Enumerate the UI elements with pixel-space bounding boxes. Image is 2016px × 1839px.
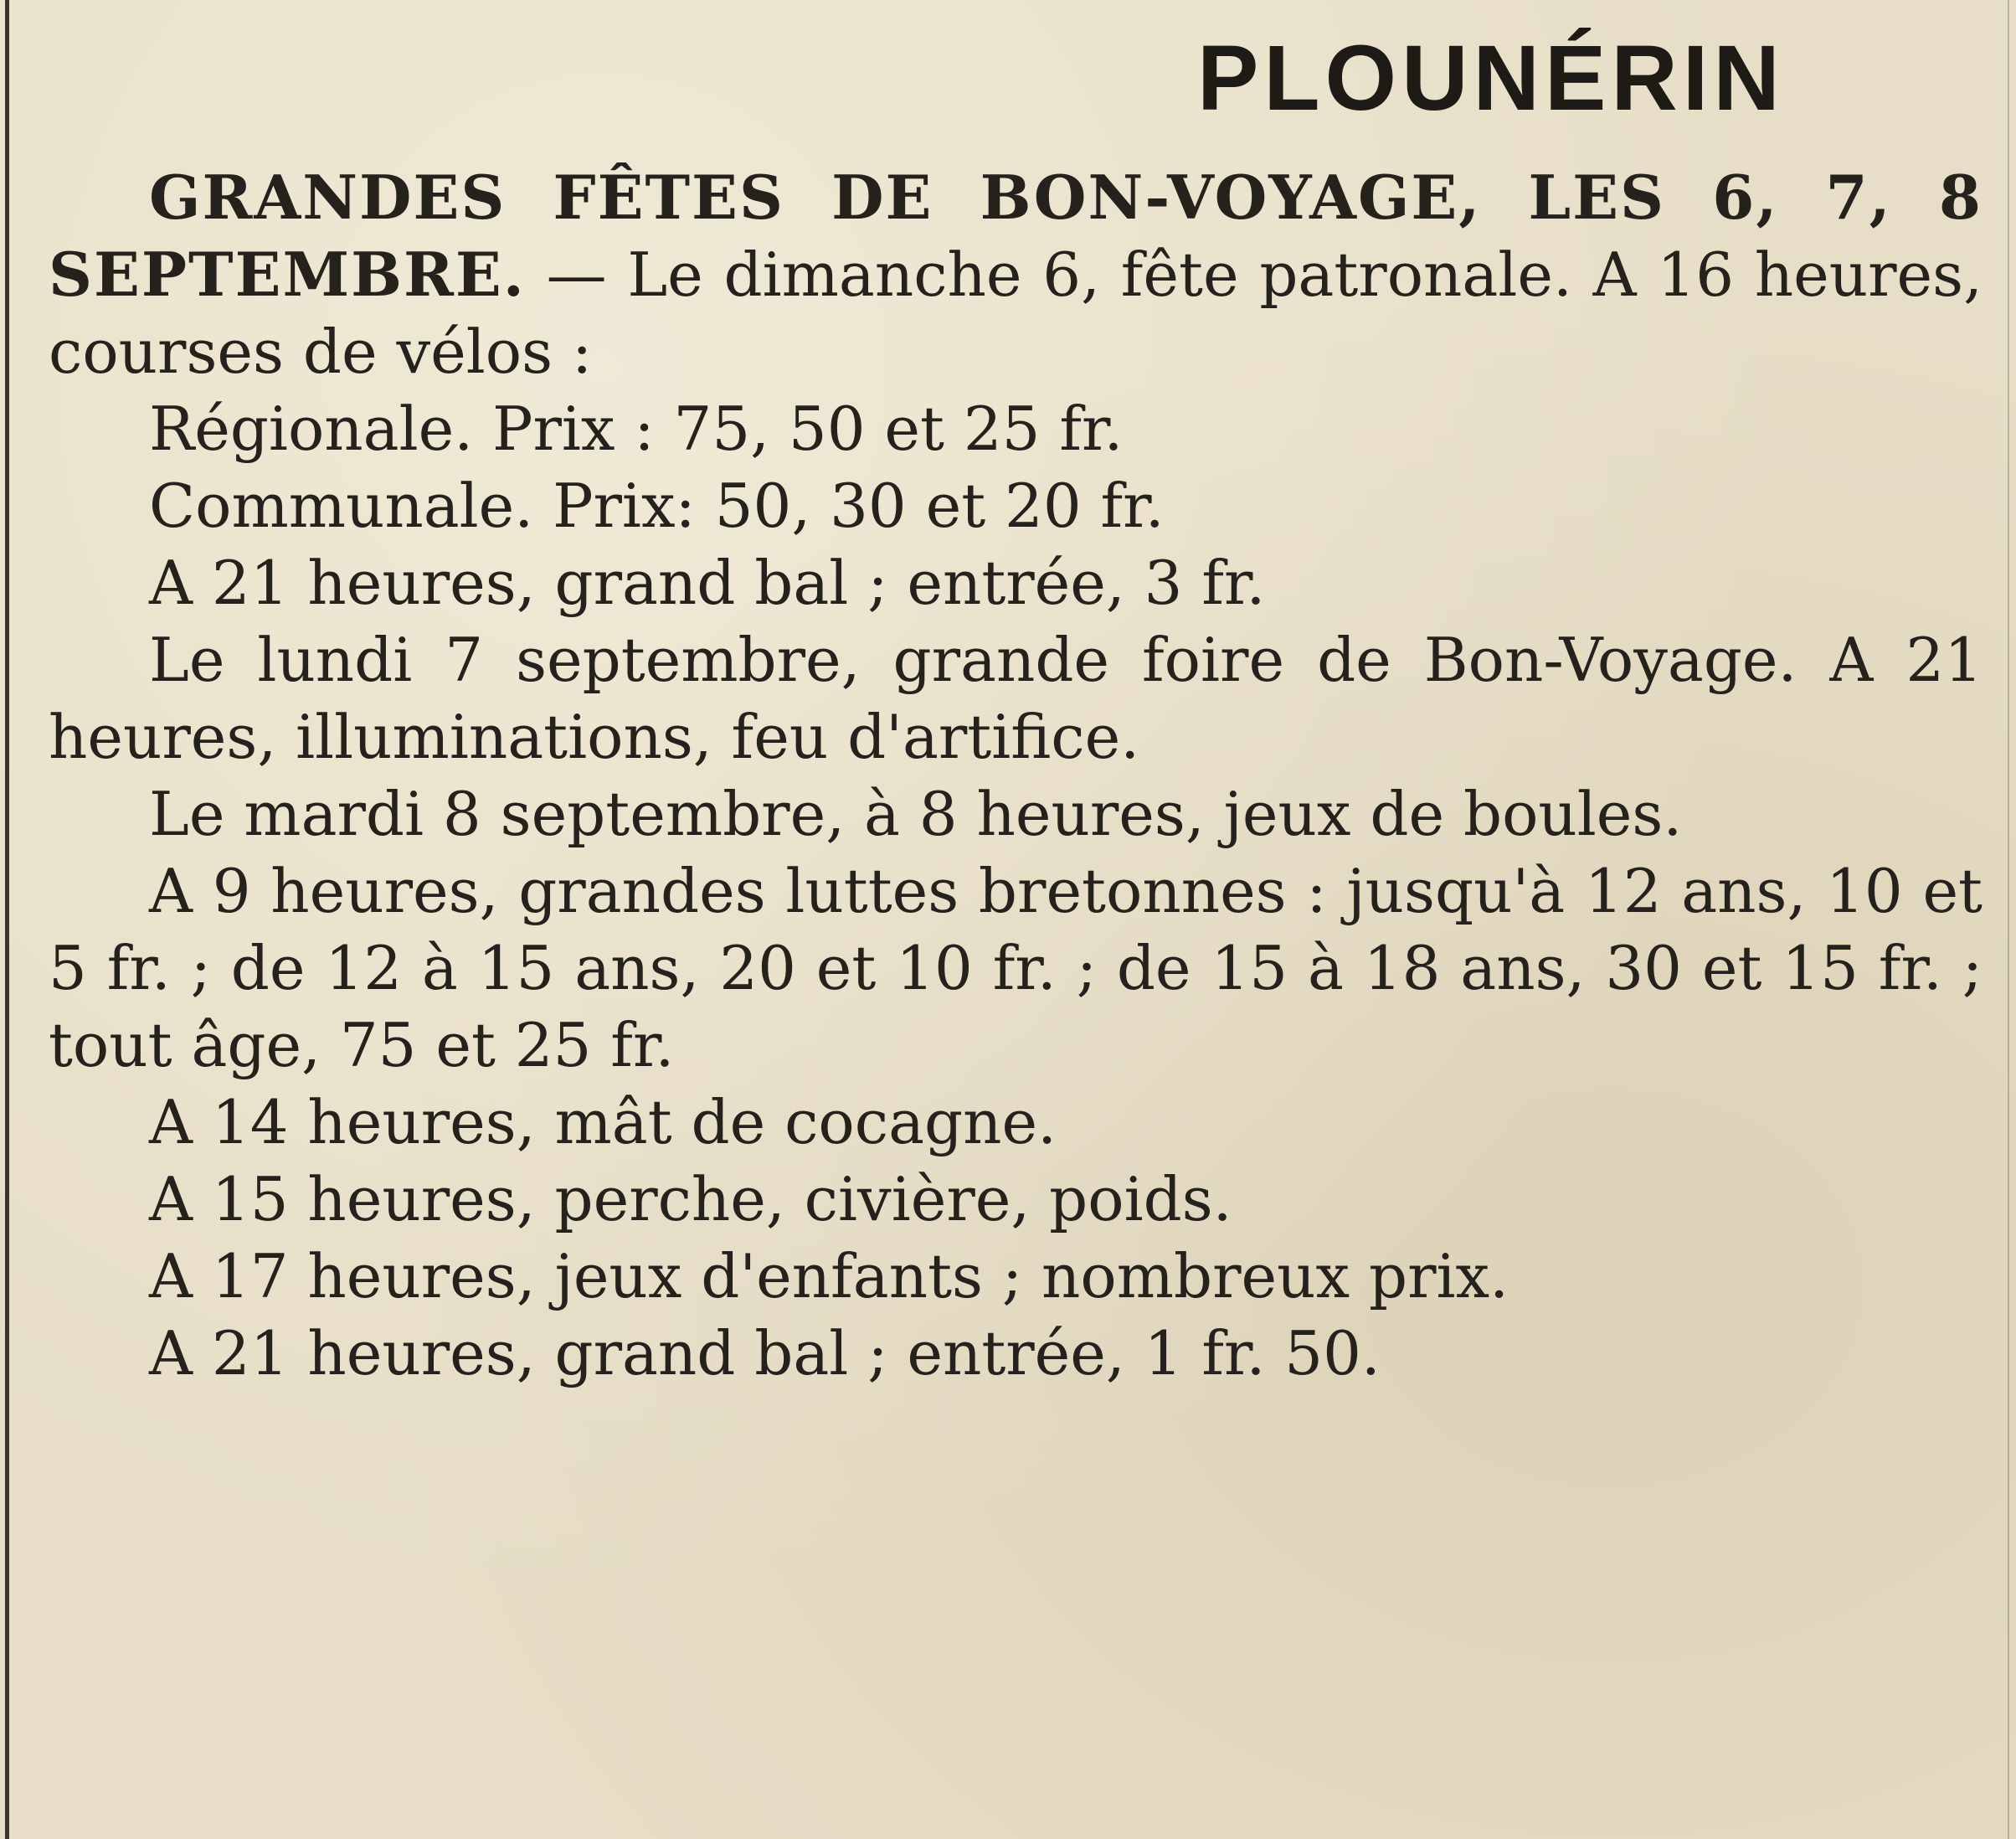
bal-tuesday: A 21 heures, grand bal ; entrée, 1 fr. 50. [149, 1318, 1381, 1388]
enfants-paragraph: A 17 heures, jeux d'enfants ; nombreux prix. [149, 1241, 1509, 1311]
intro-text: — Le dimanche 6, fête patronale. A 16 heures, courses de vélos : [49, 240, 1983, 387]
perche-paragraph: A 15 heures, perche, civière, poids. [149, 1164, 1232, 1234]
prize-regionale: Régionale. Prix : 75, 50 et 25 fr. [149, 394, 1124, 464]
cocagne-paragraph: A 14 heures, mât de cocagne. [149, 1087, 1057, 1157]
prize-communale: Communale. Prix: 50, 30 et 20 fr. [149, 471, 1165, 541]
monday-paragraph: Le lundi 7 septembre, grande foire de Bon-Voyage. A 21 heures, illuminations, feu d'artifice. [49, 625, 1983, 772]
event-headline: GRANDES FÊTES DE BON-VOYAGE, LES 6, 7, 8 SEPTEMBRE. [49, 162, 1983, 310]
luttes-paragraph: A 9 heures, grandes luttes bretonnes : jusqu'à 12 ans, 10 et 5 fr. ; de 12 à 15 ans, 20 et 10 fr. ; de 15 à 18 ans, 30 et 15 fr. ; tout âge, 75 et 25 fr. [49, 856, 1983, 1080]
bal-sunday: A 21 heures, grand bal ; entrée, 3 fr. [149, 548, 1266, 618]
tuesday-paragraph: Le mardi 8 septembre, à 8 heures, jeux de boules. [149, 779, 1683, 849]
intro-paragraph [49, 159, 1983, 390]
page-edge [2008, 0, 2009, 1839]
column-rule [5, 0, 9, 1839]
article-body [49, 159, 1983, 1392]
town-heading: PLOUNÉRIN [1197, 27, 1785, 130]
